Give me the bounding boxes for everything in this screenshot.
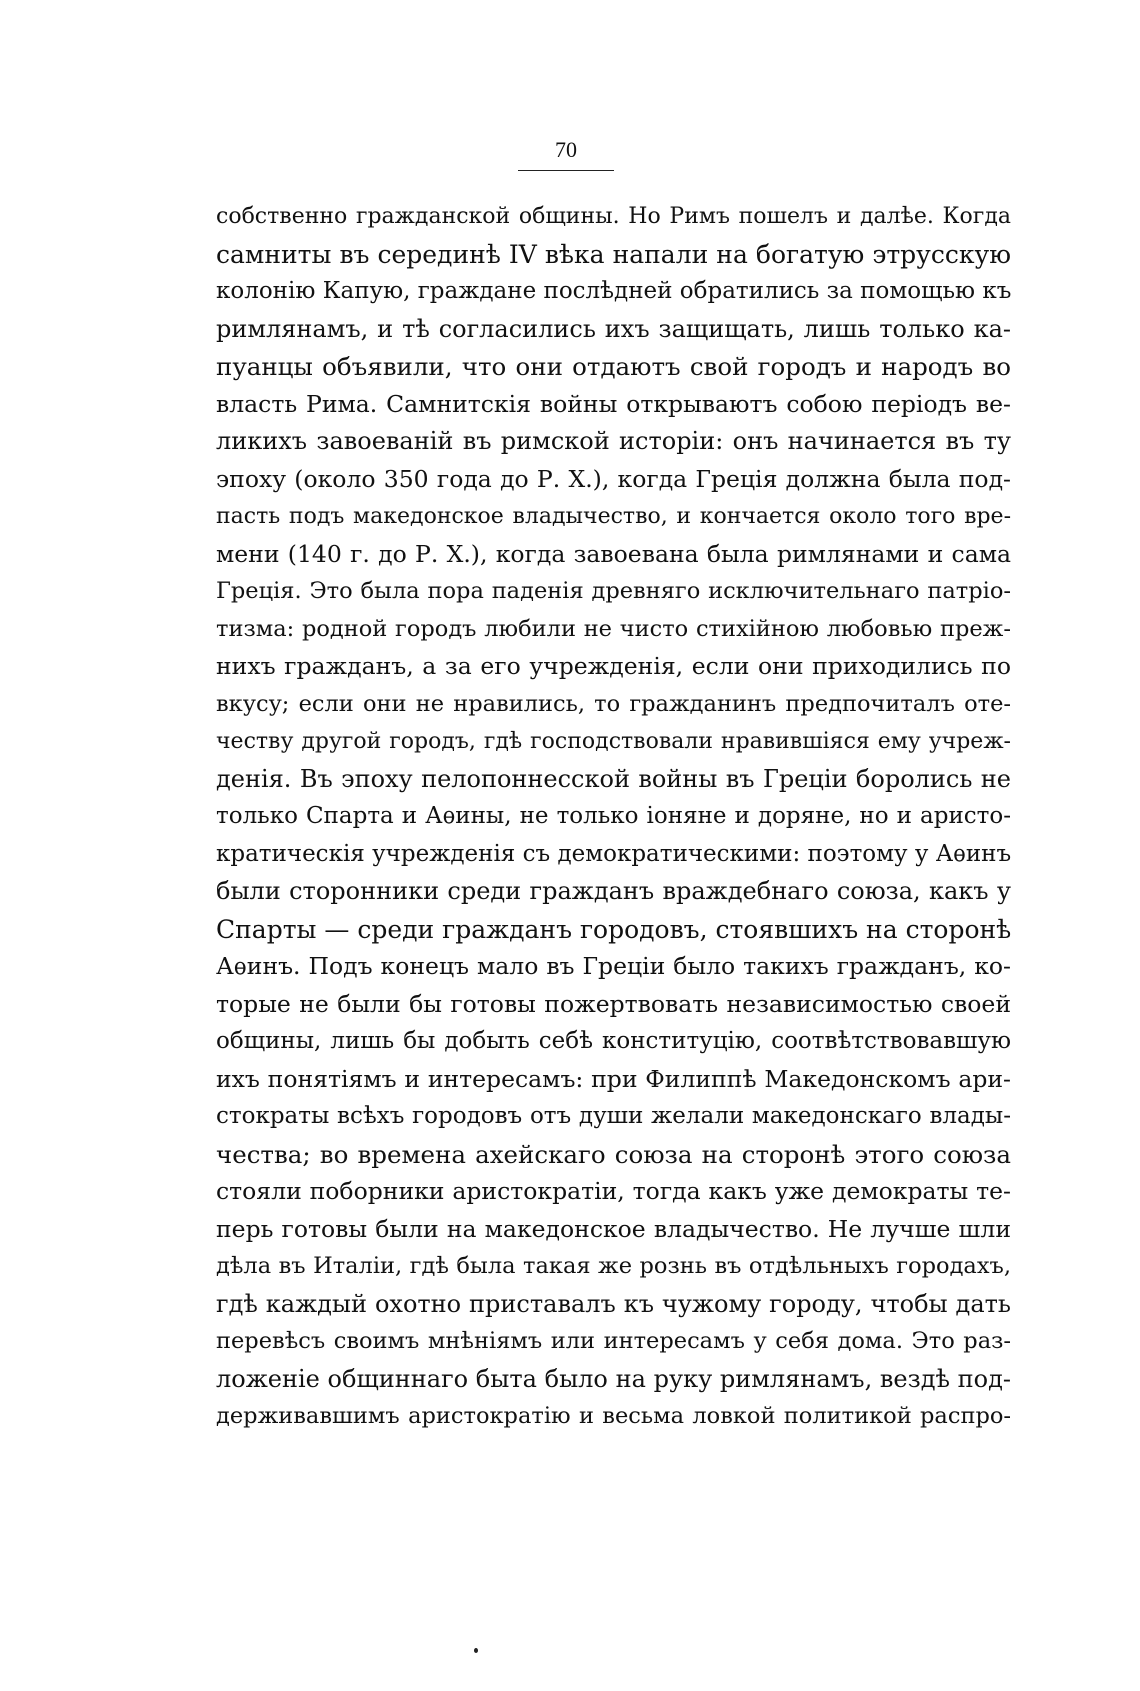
- text-line: Греція. Это была пора паденія древняго исключительнаго патріо-: [216, 578, 1011, 604]
- text-line: власть Рима. Самнитскія войны открываютъ собою періодъ ве-: [216, 389, 1011, 418]
- text-line: гдѣ каждый охотно приставалъ къ чужому городу, чтобы дать: [216, 1289, 1011, 1318]
- text-line: ликихъ завоеваній въ римской исторіи: онъ начинается въ ту: [216, 427, 1011, 455]
- page-number: 70: [555, 137, 577, 162]
- text-line: дѣла въ Италіи, гдѣ была такая же рознь въ отдѣльныхъ городахъ,: [216, 1253, 1011, 1279]
- text-line: вкусу; если они не нравились, то гражданинъ предпочиталъ оте-: [216, 690, 1011, 717]
- text-line: были сторонники среди гражданъ враждебнаго союза, какъ у: [216, 877, 1011, 905]
- text-line: самниты въ серединѣ IV вѣка напали на богатую этрусскую: [216, 239, 1011, 269]
- text-line: римлянамъ, и тѣ согласились ихъ защищать, лишь только ка-: [216, 314, 1011, 343]
- text-line: стократы всѣхъ городовъ отъ души желали македонскаго влады-: [216, 1103, 1011, 1129]
- text-line: тизма: родной городъ любили не чисто стихійною любовью преж-: [216, 615, 1011, 642]
- text-line: честву другой городъ, гдѣ господствовали нравившіяся ему учреж-: [216, 729, 1011, 754]
- text-line: стояли поборники аристократіи, тогда какъ уже демократы те-: [216, 1177, 1011, 1205]
- text-line: чества; во времена ахейскаго союза на сторонѣ этого союза: [216, 1139, 1011, 1169]
- text-line: ложеніе общиннаго быта было на руку римлянамъ, вездѣ под-: [216, 1364, 1011, 1393]
- text-line: пасть подъ македонское владычество, и кончается около того вре-: [216, 504, 1011, 529]
- text-line: колонію Капую, граждане послѣдней обратились за помощью къ: [216, 278, 1012, 304]
- body-text: [216, 198, 1011, 1436]
- text-line: только Спарта и Аѳины, не только іоняне и доряне, но и аристо-: [216, 803, 1011, 829]
- text-line: торые не были бы готовы пожертвовать независимостью своей: [216, 989, 1011, 1018]
- text-line: перь готовы были на македонское владычество. Не лучше шли: [216, 1214, 1011, 1243]
- text-line: эпоху (около 350 года до Р. Х.), когда Греція должна была под-: [216, 464, 1011, 493]
- text-line: общины, лишь бы добыть себѣ конституцію, соотвѣтствовавшую: [216, 1028, 1011, 1054]
- text-line: ихъ понятіямъ и интересамъ: при Филиппѣ Македонскомъ ари-: [216, 1064, 1011, 1093]
- text-line: держивавшимъ аристократію и весьма ловкой политикой распро-: [216, 1403, 1011, 1429]
- text-line: кратическія учрежденія съ демократическими: поэтому у Аѳинъ: [216, 840, 1012, 867]
- text-line: нихъ гражданъ, а за его учрежденія, если они приходились по: [216, 652, 1011, 680]
- text-line: Спарты — среди гражданъ городовъ, стоявшихъ на сторонѣ: [216, 914, 1012, 944]
- text-line: собственно гражданской общины. Но Римъ пошелъ и далѣе. Когда: [216, 204, 1011, 229]
- ink-speck: [474, 1648, 478, 1653]
- text-line: перевѣсъ своимъ мнѣніямъ или интересамъ у себя дома. Это раз-: [216, 1328, 1011, 1354]
- text-line: мени (140 г. до Р. Х.), когда завоевана была римлянами и сама: [216, 539, 1011, 568]
- text-line: Аѳинъ. Подъ конецъ мало въ Греціи было такихъ гражданъ, ко-: [216, 952, 1011, 980]
- page-number-rule: [518, 170, 614, 171]
- text-line: денія. Въ эпоху пелопоннесской войны въ Греціи боролись не: [216, 764, 1011, 793]
- text-line: пуанцы объявили, что они отдаютъ свой городъ и народъ во: [216, 352, 1011, 381]
